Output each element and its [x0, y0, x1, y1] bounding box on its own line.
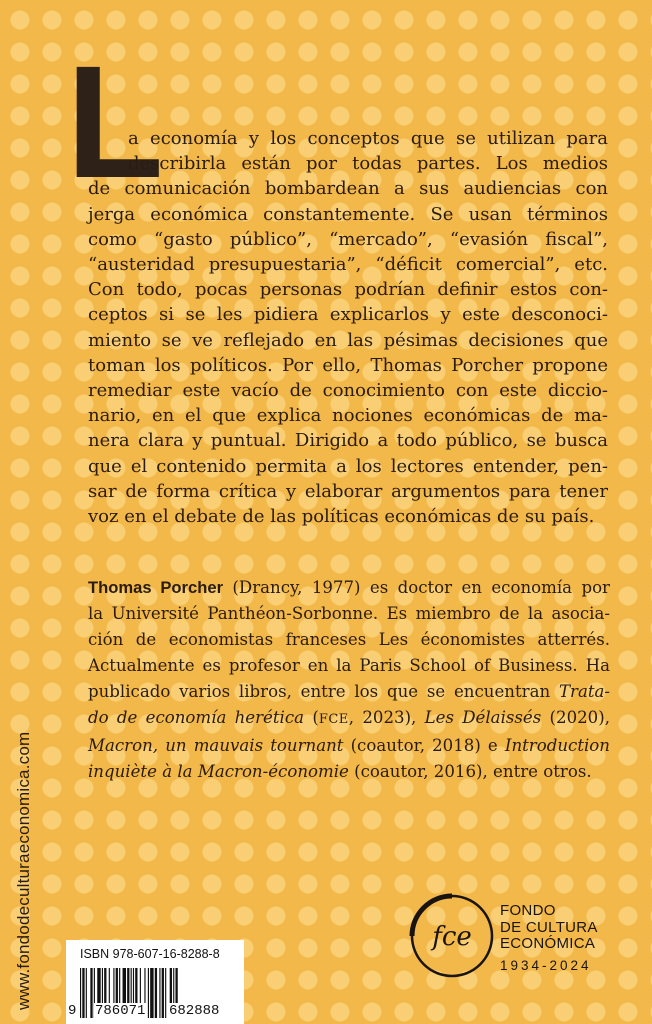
- publisher-name-line: FONDO: [500, 902, 556, 919]
- barcode-bar: [86, 968, 87, 1018]
- bio-line: [88, 679, 610, 705]
- synopsis-line: Con todo, pocas personas podrían definir estos con-: [88, 279, 608, 301]
- synopsis-line: nera clara y puntual. Dirigido a todo público, se busca: [88, 430, 608, 452]
- synopsis-line: a economía y los conceptos que se utilizan para: [128, 128, 608, 149]
- isbn-number: ISBN 978-607-16-8288-8: [80, 947, 220, 961]
- bio-line: Actualmente es profesor en la Paris School of Business. Ha: [88, 656, 610, 675]
- bio-text: publicado varios libros, entre los que se encuentran: [88, 682, 559, 701]
- barcode-first-digit: 9: [68, 1003, 77, 1019]
- barcode-bar: [159, 968, 160, 1018]
- synopsis-line: jerga económica constantemente. Se usan términos: [88, 203, 608, 225]
- bio-line: [88, 705, 610, 733]
- barcode-bar: [90, 968, 92, 1018]
- bio-line: [88, 733, 610, 759]
- synopsis-line: que el contenido permita a los lectores entender, pen-: [88, 455, 608, 477]
- synopsis-line: ceptos si se les pidiera explicarlos y este desconoci-: [88, 304, 608, 326]
- bio-line: [88, 575, 610, 601]
- synopsis-line: “austeridad presupuestaria”, “déficit comercial”, etc.: [88, 254, 608, 276]
- barcode-label: [66, 940, 244, 1024]
- book-title: Les Délaissés: [424, 708, 542, 727]
- website-url[interactable]: www.fondodeculturaeconomica.com: [14, 731, 33, 1010]
- bio-text: (coautor, 2016), entre otros.: [348, 762, 592, 781]
- book-title: do de economía herética: [88, 708, 305, 727]
- bio-text: (Drancy, 1977) es doctor en economía por: [223, 578, 610, 597]
- synopsis-paragraph: [88, 126, 608, 529]
- barcode-bar: [82, 968, 84, 1018]
- bio-text: (coautor, 2018) e: [343, 736, 505, 755]
- barcode-bar: [165, 968, 166, 1018]
- author-name: Thomas Porcher: [88, 578, 224, 597]
- synopsis-line: toman los políticos. Por ello, Thomas Porcher propone: [88, 354, 608, 376]
- bio-line: [88, 759, 610, 785]
- synopsis-line: voz en el debate de las políticas económicas de su país.: [88, 506, 595, 528]
- synopsis-line: remediar este vacío de conocimiento con este diccio-: [88, 380, 608, 402]
- barcode-bar: [148, 968, 149, 1018]
- publisher-block: [500, 903, 598, 973]
- publisher-name-line: DE CULTURA: [500, 918, 598, 936]
- book-title: inquiète à la Macron-économie: [88, 762, 349, 781]
- bio-line: la Université Panthéon-Sorbonne. Es miembro de la asocia-: [88, 604, 610, 623]
- fce-logo-icon: [406, 890, 498, 982]
- publisher-name-line: ECONÓMICA: [500, 935, 596, 952]
- barcode-bar: [150, 968, 153, 1018]
- barcode-bar: [80, 968, 81, 1018]
- barcode-digit-group: 786071: [95, 1003, 146, 1019]
- barcode-bar: [155, 968, 157, 1018]
- barcode-digit-group: 682888: [169, 1003, 220, 1019]
- bio-line: ción de economistas franceses Les économistes atterrés.: [88, 630, 610, 649]
- barcode-bar: [162, 968, 164, 1018]
- synopsis-line: como “gasto público”, “mercado”, “evasión fiscal”,: [88, 228, 608, 250]
- book-title: Introduction: [504, 736, 610, 755]
- book-title: Macron, un mauvais tournant: [88, 736, 344, 755]
- logo-monogram: fce: [432, 922, 472, 952]
- book-title: Trata-: [558, 682, 610, 701]
- synopsis-line: nario, en el que explica nociones económicas de ma-: [88, 405, 608, 427]
- publisher-abbrev: FCE: [318, 712, 349, 727]
- drop-cap-letter: L: [66, 32, 160, 211]
- publisher-years: 1934-2024: [500, 957, 592, 973]
- synopsis-line: describirla están por todas partes. Los medios: [128, 153, 608, 175]
- author-bio: [88, 575, 610, 785]
- bio-text: (: [304, 708, 319, 727]
- synopsis-line: de comunicación bombardean a sus audiencias con: [88, 178, 608, 200]
- bio-text: (2020),: [541, 708, 610, 727]
- bio-text: , 2023),: [348, 708, 425, 727]
- synopsis-line: sar de forma crítica y elaborar argumentos para tener: [88, 480, 608, 502]
- synopsis-line: miento se ve reflejado en las pésimas decisiones que: [88, 329, 608, 351]
